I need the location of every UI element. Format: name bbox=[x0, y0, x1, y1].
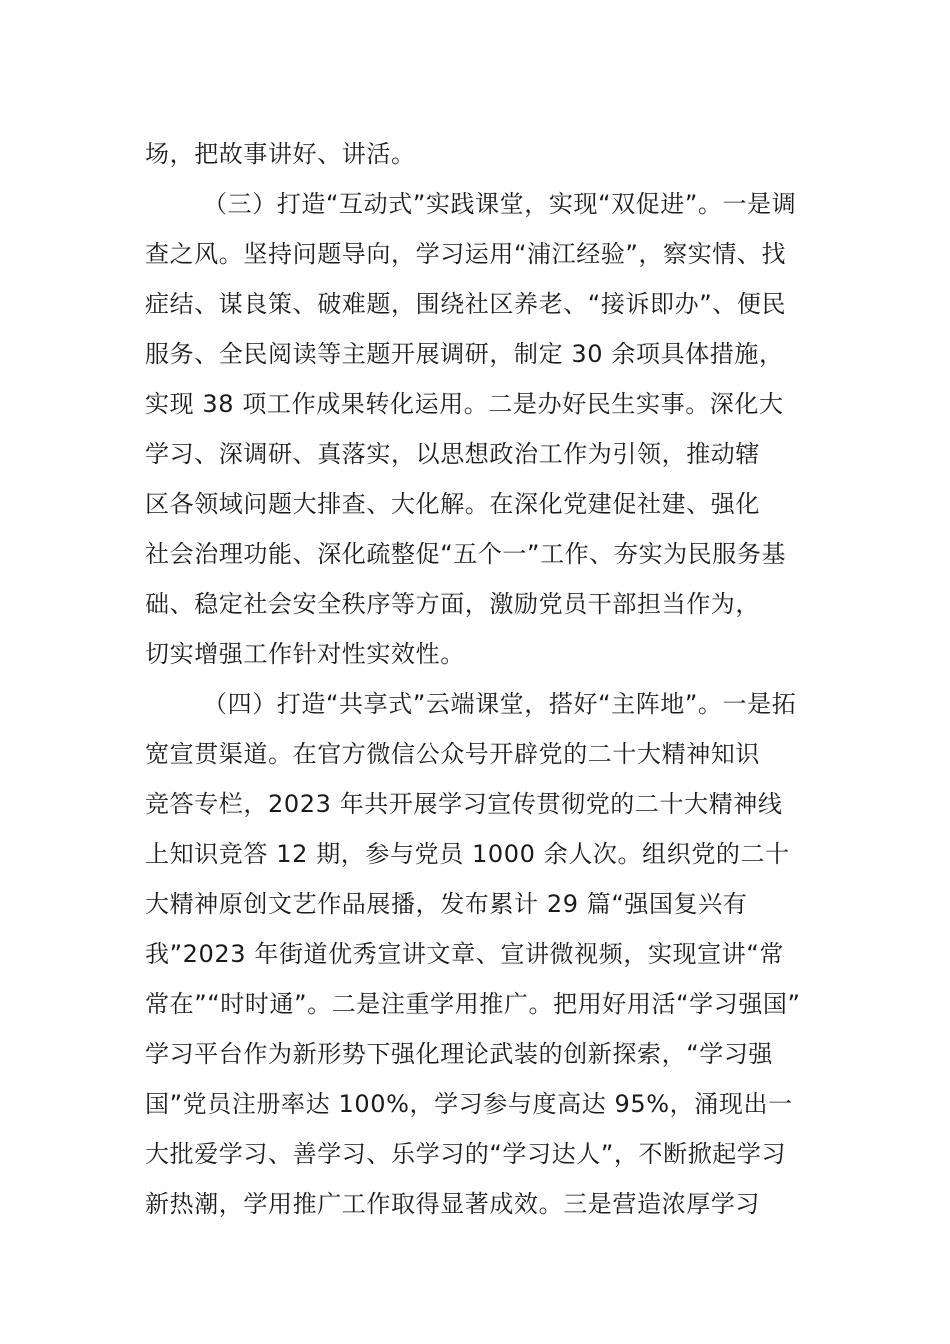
text-line: 服务、全民阅读等主题开展调研，制定 30 余项具体措施， bbox=[145, 340, 784, 368]
text-line: 新热潮，学用推广工作取得显著成效。三是营造浓厚学习 bbox=[145, 1190, 760, 1218]
text-line: 查之风。坚持问题导向，学习运用“浦江经验”，察实情、找 bbox=[145, 240, 787, 268]
text-line: 础、稳定社会安全秩序等方面，激励党员干部担当作为， bbox=[145, 590, 760, 618]
text-line: 症结、谋良策、破难题，围绕社区养老、“接诉即办”、便民 bbox=[145, 290, 787, 318]
text-line: 上知识竞答 12 期，参与党员 1000 余人次。组织党的二十 bbox=[145, 840, 790, 868]
text-line: 国”党员注册率达 100%，学习参与度高达 95%，涌现出一 bbox=[145, 1090, 793, 1118]
text-line: 宽宣贯渠道。在官方微信公众号开辟党的二十大精神知识 bbox=[145, 740, 760, 768]
text-line: 竞答专栏，2023 年共开展学习宣传贯彻党的二十大精神线 bbox=[145, 790, 783, 818]
text-line: 常在”“时时通”。二是注重学用推广。把用好用活“学习强国” bbox=[145, 990, 801, 1018]
body-text bbox=[145, 129, 815, 1229]
text-line: 实现 38 项工作成果转化运用。二是办好民生实事。深化大 bbox=[145, 390, 784, 418]
text-line: 大精神原创文艺作品展播，发布累计 29 篇“强国复兴有 bbox=[145, 890, 748, 918]
text-line: 学习平台作为新形势下强化理论武装的创新探索，“学习强 bbox=[145, 1040, 774, 1068]
text-line: 学习、深调研、真落实，以思想政治工作为引领，推动辖 bbox=[145, 440, 760, 468]
text-line: 大批爱学习、善学习、乐学习的“学习达人”，不断掀起学习 bbox=[145, 1140, 787, 1168]
paragraph-heading-line: （三）打造“互动式”实践课堂，实现“双促进”。一是调 bbox=[203, 190, 797, 218]
text-line: 切实增强工作针对性实效性。 bbox=[145, 640, 465, 668]
paragraph-heading-line: （四）打造“共享式”云端课堂，搭好“主阵地”。一是拓 bbox=[203, 690, 797, 718]
text-line: 社会治理功能、深化疏整促“五个一”工作、夯实为民服务基 bbox=[145, 540, 787, 568]
text-line: 我”2023 年街道优秀宣讲文章、宣讲微视频，实现宣讲“常 bbox=[145, 940, 784, 968]
text-line: 区各领域问题大排查、大化解。在深化党建促社建、强化 bbox=[145, 490, 760, 518]
text-line: 场，把故事讲好、讲活。 bbox=[145, 140, 416, 168]
